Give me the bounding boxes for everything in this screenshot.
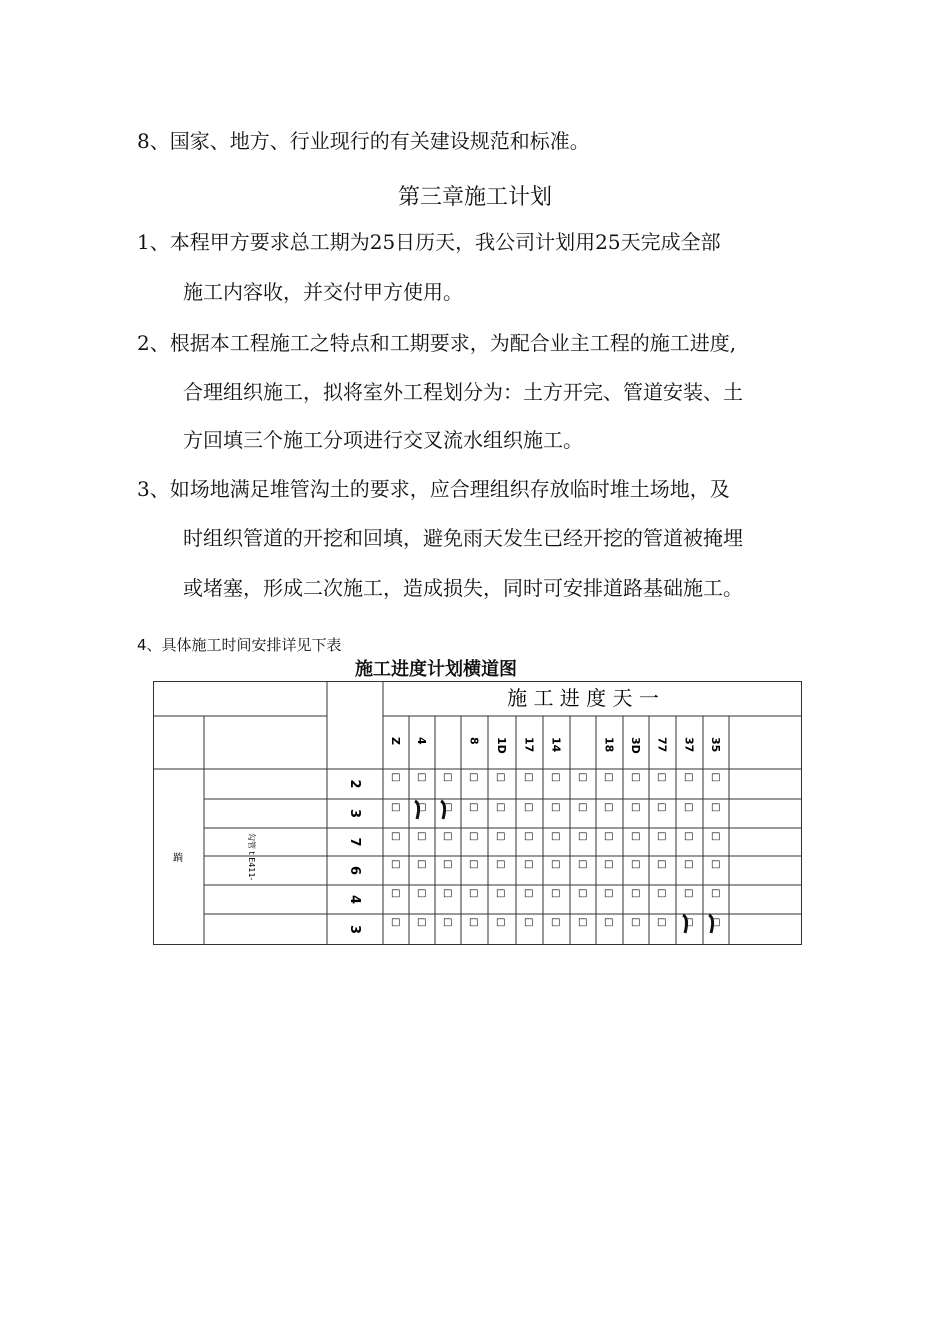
day-cell-box: □ (443, 772, 453, 783)
day-cell-box: □ (711, 831, 721, 842)
day-cell-box: □ (604, 917, 614, 928)
day-label: Z (389, 737, 402, 745)
day-cell-box: □ (631, 888, 641, 899)
day-cell-box: □ (578, 802, 588, 813)
item-3-line-1: 3、如场地满足堆管沟土的要求，应合理组织存放临时堆土场地，及 (137, 477, 730, 501)
day-cell-box: □ (631, 831, 641, 842)
day-cell-box: □ (469, 917, 479, 928)
day-cell-box: □ (443, 802, 453, 813)
schedule-table (153, 681, 802, 945)
day-cell-box: □ (578, 831, 588, 842)
day-label: 3D (629, 737, 642, 754)
day-cell-box: □ (524, 917, 534, 928)
day-cell-box: □ (684, 831, 694, 842)
day-cell-box: □ (657, 888, 667, 899)
day-label: 37 (682, 737, 696, 753)
item-3-line-2: 时组织管道的开挖和回填，避免雨天发生已经开挖的管道被掩埋 (183, 526, 743, 550)
day-cell-box: □ (496, 772, 506, 783)
day-cell-box: □ (551, 802, 561, 813)
day-cell-box: □ (551, 772, 561, 783)
day-cell-box: □ (391, 802, 401, 813)
day-cell-box: □ (417, 831, 427, 842)
day-label: 14 (549, 737, 563, 753)
day-cell-box: □ (524, 859, 534, 870)
day-cell-box: □ (469, 831, 479, 842)
day-cell-box: □ (443, 917, 453, 928)
day-cell-box: □ (657, 831, 667, 842)
item-2-line-2: 合理组织施工，拟将室外工程划分为：土方开完、管道安装、土 (183, 380, 743, 404)
day-cell-box: □ (443, 888, 453, 899)
day-cell-box: □ (551, 888, 561, 899)
day-cell-box: □ (551, 831, 561, 842)
day-cell-box: □ (443, 859, 453, 870)
day-cell-box: □ (684, 859, 694, 870)
schedule-title: 施工进度计划横道图 (355, 659, 517, 680)
item-4: 4、具体施工时间安排详见下表 (137, 636, 342, 654)
day-cell-box: □ (524, 772, 534, 783)
item-2-line-1: 2、根据本工程施工之特点和工期要求，为配合业主工程的施工进度, (137, 331, 737, 355)
day-cell-box: □ (711, 802, 721, 813)
day-cell-box: □ (604, 859, 614, 870)
day-cell-box: □ (417, 772, 427, 783)
day-cell-box: □ (657, 859, 667, 870)
day-cell-box: □ (578, 888, 588, 899)
row-label: 3 (347, 924, 362, 935)
day-cell-box: □ (391, 772, 401, 783)
day-cell-box: □ (551, 859, 561, 870)
day-label: 18 (602, 737, 616, 753)
day-cell-box: □ (684, 888, 694, 899)
day-cell-box: □ (391, 831, 401, 842)
day-cell-box: □ (578, 917, 588, 928)
day-cell-box: □ (711, 917, 721, 928)
day-cell-box: □ (524, 802, 534, 813)
day-cell-box: □ (657, 802, 667, 813)
day-cell-box: □ (469, 859, 479, 870)
day-cell-box: □ (496, 859, 506, 870)
item-2-line-3: 方回填三个施工分项进行交叉流水组织施工。 (183, 428, 583, 452)
day-cell-box: □ (417, 888, 427, 899)
day-cell-box: □ (657, 917, 667, 928)
day-cell-box: □ (524, 888, 534, 899)
day-cell-box: □ (631, 917, 641, 928)
day-cell-box: □ (496, 831, 506, 842)
day-cell-box: □ (578, 859, 588, 870)
day-cell-box: □ (496, 802, 506, 813)
item-3-line-3: 或堵塞，形成二次施工，造成损失，同时可安排道路基础施工。 (183, 576, 743, 600)
day-cell-box: □ (711, 772, 721, 783)
day-cell-box: □ (657, 772, 667, 783)
day-cell-box: □ (604, 831, 614, 842)
row-label: 6 (347, 865, 362, 876)
day-cell-box: □ (684, 772, 694, 783)
day-label: 1D (495, 737, 508, 754)
day-cell-box: □ (496, 888, 506, 899)
day-cell-box: □ (391, 888, 401, 899)
day-cell-box: □ (524, 831, 534, 842)
day-cell-box: □ (604, 802, 614, 813)
day-cell-box: □ (469, 802, 479, 813)
day-cell-box: □ (631, 859, 641, 870)
schedule-grid (153, 681, 802, 945)
day-cell-box: □ (711, 859, 721, 870)
day-cell-box: □ (684, 917, 694, 928)
item-1-line-1: 1、本程甲方要求总工期为25日历天，我公司计划用25天完成全部 (137, 230, 721, 254)
row-label: 7 (347, 837, 362, 847)
row-label: 2 (347, 779, 362, 789)
chapter-heading: 第三章施工计划 (397, 185, 552, 210)
day-cell-box: □ (469, 772, 479, 783)
day-cell-box: □ (604, 888, 614, 899)
day-cell-box: □ (391, 859, 401, 870)
day-label: 4 (415, 737, 428, 745)
row-label: 4 (347, 894, 362, 905)
item-1-line-2: 施工内容收，并交付甲方使用。 (183, 280, 463, 304)
day-label: 77 (655, 737, 669, 753)
day-cell-box: □ (417, 917, 427, 928)
day-cell-box: □ (631, 802, 641, 813)
spec-item-8: 8、国家、地方、行业现行的有关建设规范和标准。 (137, 129, 590, 153)
day-label: 8 (467, 737, 481, 745)
day-cell-box: □ (604, 772, 614, 783)
day-cell-box: □ (469, 888, 479, 899)
days-header: 施 工 进 度 天 一 (507, 686, 659, 710)
day-label: 35 (709, 737, 722, 753)
table-border (154, 682, 802, 945)
day-cell-box: □ (551, 917, 561, 928)
item-label: 勾管 t E411- (247, 833, 256, 881)
day-cell-box: □ (417, 859, 427, 870)
day-cell-box: □ (684, 802, 694, 813)
day-cell-box: □ (496, 917, 506, 928)
day-label: 17 (522, 737, 536, 753)
row-label: 3 (347, 808, 362, 819)
group-label: 䠀 (173, 853, 183, 864)
day-cell-box: □ (391, 917, 401, 928)
day-cell-box: □ (443, 831, 453, 842)
day-cell-box: □ (417, 802, 427, 813)
day-cell-box: □ (578, 772, 588, 783)
day-cell-box: □ (711, 888, 721, 899)
day-cell-box: □ (631, 772, 641, 783)
